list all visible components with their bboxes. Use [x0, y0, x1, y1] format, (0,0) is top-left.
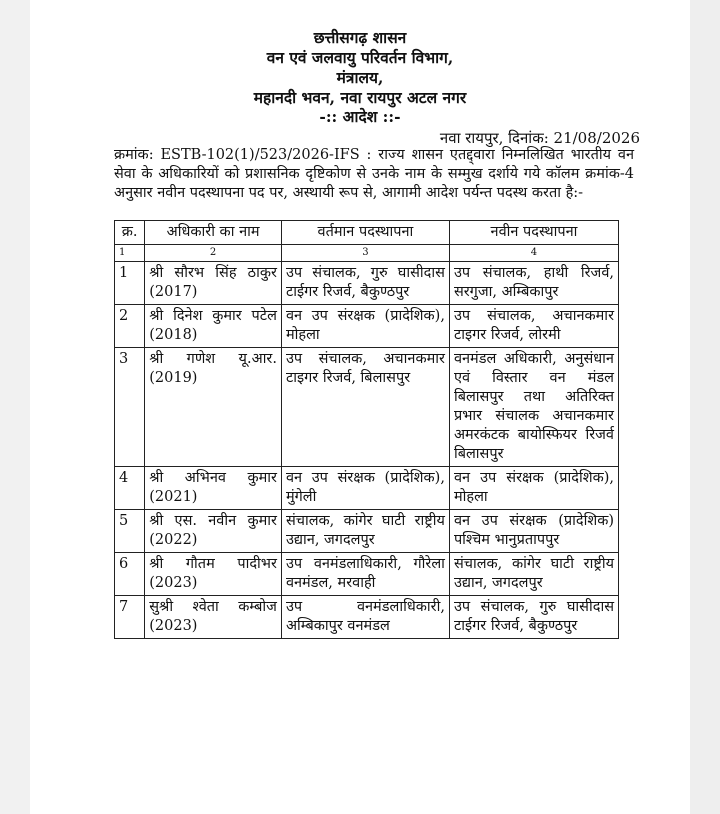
viewer-left-margin: [0, 0, 30, 814]
row-serial: 1: [115, 262, 145, 305]
table-row: [115, 553, 619, 596]
office-address: महानदी भवन, नवा रायपुर अटल नगर: [253, 88, 467, 107]
officer-name: श्री गौतम पादीभर (2023): [145, 553, 282, 596]
row-serial: 6: [115, 553, 145, 596]
column-number: 2: [145, 245, 282, 262]
current-posting: उप संचालक, अचानकमार टाइगर रिजर्व, बिलासपुर: [281, 348, 449, 467]
new-posting: उप संचालक, अचानकमार टाइगर रिजर्व, लोरमी: [449, 305, 618, 348]
officer-name: सुश्री श्वेता कम्बोज (2023): [145, 596, 282, 639]
new-posting: संचालक, कांगेर घाटी राष्ट्रीय उद्यान, जगदलपुर: [449, 553, 618, 596]
order-intro-paragraph: क्रमांक: ESTB-102(1)/523/2026-IFS : राज्य शासन एतद्द्वारा निम्नलिखित भारतीय वन सेवा के अधिकारियों को प्रशासनिक दृष्टिकोण से उनके नाम के सम्मुख दर्शाये गये कॉलम क्रमांक-4 अनुसार नवीन पदस्थापना पद पर, अस्थायी रूप से, आगामी आदेश पर्यन्त पदस्थ करता है:-: [114, 147, 634, 201]
new-posting: वन उप संरक्षक (प्रादेशिक), मोहला: [449, 467, 618, 510]
table-row: [115, 596, 619, 639]
current-posting: उप संचालक, गुरु घासीदास टाईगर रिजर्व, बैकुण्ठपुर: [281, 262, 449, 305]
new-posting: उप संचालक, गुरु घासीदास टाईगर रिजर्व, बैकुण्ठपुर: [449, 596, 618, 639]
place-date-line: नवा रायपुर, दिनांक: 21/08/2026: [439, 129, 640, 147]
header-current-posting: वर्तमान पदस्थापना: [281, 221, 449, 245]
row-serial: 4: [115, 467, 145, 510]
table-row: [115, 262, 619, 305]
table-row: [115, 348, 619, 467]
officer-name: श्री अभिनव कुमार (2021): [145, 467, 282, 510]
posting-table: [114, 220, 619, 639]
current-posting: वन उप संरक्षक (प्रादेशिक), मोहला: [281, 305, 449, 348]
current-posting: उप वनमंडलाधिकारी, गौरेला वनमंडल, मरवाही: [281, 553, 449, 596]
table-header-row: [115, 221, 619, 245]
row-serial: 3: [115, 348, 145, 467]
row-serial: 5: [115, 510, 145, 553]
table-row: [115, 305, 619, 348]
column-number: 3: [281, 245, 449, 262]
header-officer-name: अधिकारी का नाम: [145, 221, 282, 245]
ministry-title: मंत्रालय,: [336, 68, 384, 87]
new-posting: वन उप संरक्षक (प्रादेशिक) पश्चिम भानुप्रतापपुर: [449, 510, 618, 553]
row-serial: 2: [115, 305, 145, 348]
header-new-posting: नवीन पदस्थापना: [449, 221, 618, 245]
officer-name: श्री गणेश यू.आर. (2019): [145, 348, 282, 467]
department-title: वन एवं जलवायु परिवर्तन विभाग,: [266, 48, 454, 67]
viewer-right-margin: [690, 0, 720, 814]
order-heading: -:: आदेश ::-: [319, 107, 401, 126]
current-posting: उप वनमंडलाधिकारी, अम्बिकापुर वनमंडल: [281, 596, 449, 639]
table-row: [115, 467, 619, 510]
table-row: [115, 510, 619, 553]
officer-name: श्री एस. नवीन कुमार (2022): [145, 510, 282, 553]
new-posting: उप संचालक, हाथी रिजर्व, सरगुजा, अम्बिकापुर: [449, 262, 618, 305]
officer-name: श्री दिनेश कुमार पटेल (2018): [145, 305, 282, 348]
order-document-page: [30, 0, 690, 814]
current-posting: संचालक, कांगेर घाटी राष्ट्रीय उद्यान, जगदलपुर: [281, 510, 449, 553]
header-serial: क्र.: [115, 221, 145, 245]
row-serial: 7: [115, 596, 145, 639]
column-number: 1: [115, 245, 145, 262]
column-number-row: [115, 245, 619, 262]
column-number: 4: [449, 245, 618, 262]
officer-name: श्री सौरभ सिंह ठाकुर (2017): [145, 262, 282, 305]
current-posting: वन उप संरक्षक (प्रादेशिक), मुंगेली: [281, 467, 449, 510]
new-posting: वनमंडल अधिकारी, अनुसंधान एवं विस्तार वन मंडल बिलासपुर तथा अतिरिक्त प्रभार संचालक अचानकमार अमरकंटक बायोस्फियर रिजर्व बिलासपुर: [449, 348, 618, 467]
government-title: छत्तीसगढ़ शासन: [313, 28, 407, 47]
